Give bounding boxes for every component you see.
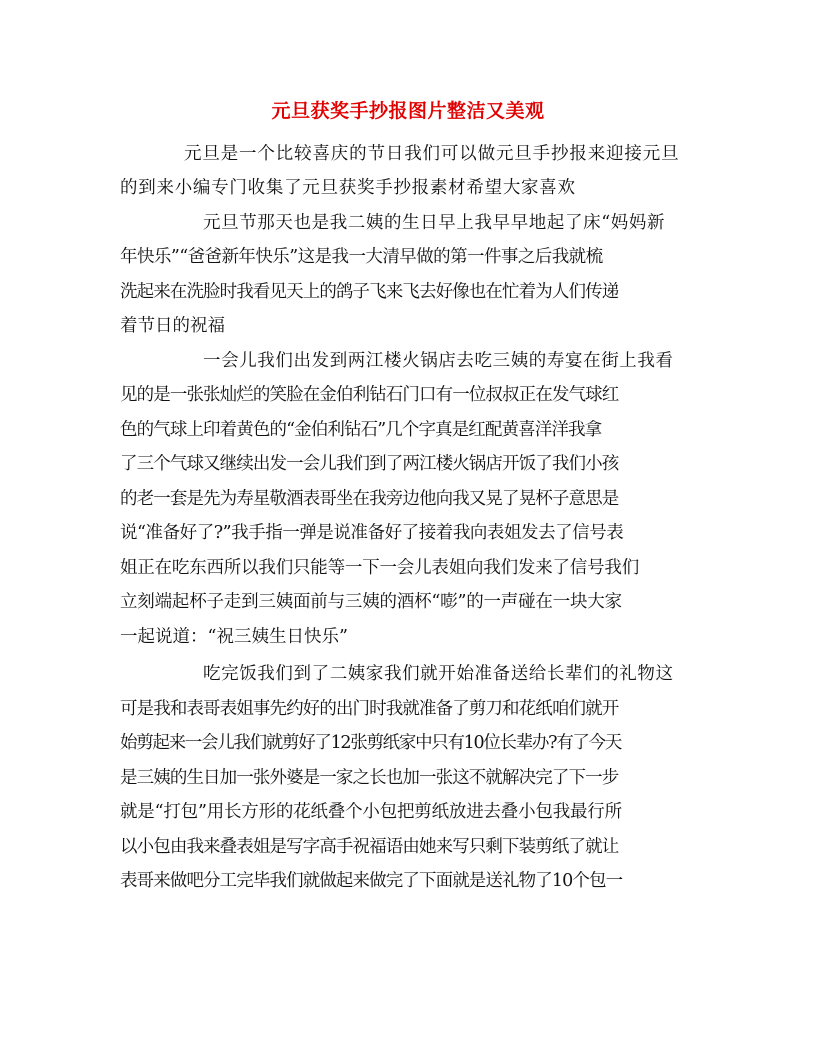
paragraph-4-line-4: 是三姨的生日加一张外婆是一家之长也加一张这不就解决完了下一步: [120, 768, 619, 788]
paragraph-2-line-3: 洗起来在洗脸时我看见天上的鸽子飞来飞去好像也在忙着为人们传递: [120, 282, 619, 302]
paragraph-3-line-1: 一会儿我们出发到两江楼火锅店去吃三姨的寿宴在街上我看: [203, 351, 674, 371]
paragraph-3-line-8: 立刻端起杯子走到三姨面前与三姨的酒杯“嘭”的一声碰在一块大家: [120, 592, 622, 612]
paragraph-2-line-4: 着节日的祝福: [120, 316, 225, 336]
paragraph-4-line-6: 以小包由我来叠表姐是写字高手祝福语由她来写只剩下装剪纸了就让: [120, 837, 619, 857]
paragraph-4-line-3: 始剪起来一会儿我们就剪好了12张剪纸家中只有10位长辈办?有了今天: [120, 733, 622, 753]
paragraph-4-line-7: 表哥来做吧分工完毕我们就做起来做完了下面就是送礼物了10个包一: [120, 871, 623, 891]
paragraph-3-line-5: 的老一套是先为寿星敬酒表哥坐在我旁边他向我又晃了晃杯子意思是: [120, 489, 619, 509]
paragraph-3-line-4: 了三个气球又继续出发一会儿我们到了两江楼火锅店开饭了我们小孩: [120, 454, 619, 474]
paragraph-4-line-5: 就是“打包”用长方形的花纸叠个小包把剪纸放进去叠小包我最行所: [120, 802, 622, 822]
paragraph-3-line-6: 说“准备好了?”我手指一弹是说准备好了接着我向表姐发去了信号表: [120, 523, 624, 543]
paragraph-2-line-2: 年快乐”“爸爸新年快乐”这是我一大清早做的第一件事之后我就梳: [120, 247, 603, 267]
paragraph-3-line-9: 一起说道：“祝三姨生日快乐”: [120, 627, 348, 647]
paragraph-1-line-2: 的到来小编专门收集了元旦获奖手抄报素材希望大家喜欢: [120, 178, 576, 198]
paragraph-3-line-3: 色的气球上印着黄色的“金伯利钻石”几个字真是红配黄喜洋洋我拿: [120, 420, 602, 440]
paragraph-4-line-1: 吃完饭我们到了二姨家我们就开始准备送给长辈们的礼物这: [203, 664, 674, 684]
paragraph-2-line-1: 元旦节那天也是我二姨的生日早上我早早地起了床“妈妈新: [203, 213, 666, 233]
paragraph-1-line-1: 元旦是一个比较喜庆的节日我们可以做元旦手抄报来迎接元旦: [184, 144, 680, 164]
paragraph-3-line-2: 见的是一张张灿烂的笑脸在金伯利钻石门口有一位叔叔正在发气球红: [120, 385, 619, 405]
paragraph-3-line-7: 姐正在吃东西所以我们只能等一下一会儿表姐向我们发来了信号我们: [120, 558, 639, 578]
paragraph-4-line-2: 可是我和表哥表姐事先约好的出门时我就准备了剪刀和花纸咱们就开: [120, 699, 619, 719]
document-title: 元旦获奖手抄报图片整洁又美观: [271, 100, 545, 122]
